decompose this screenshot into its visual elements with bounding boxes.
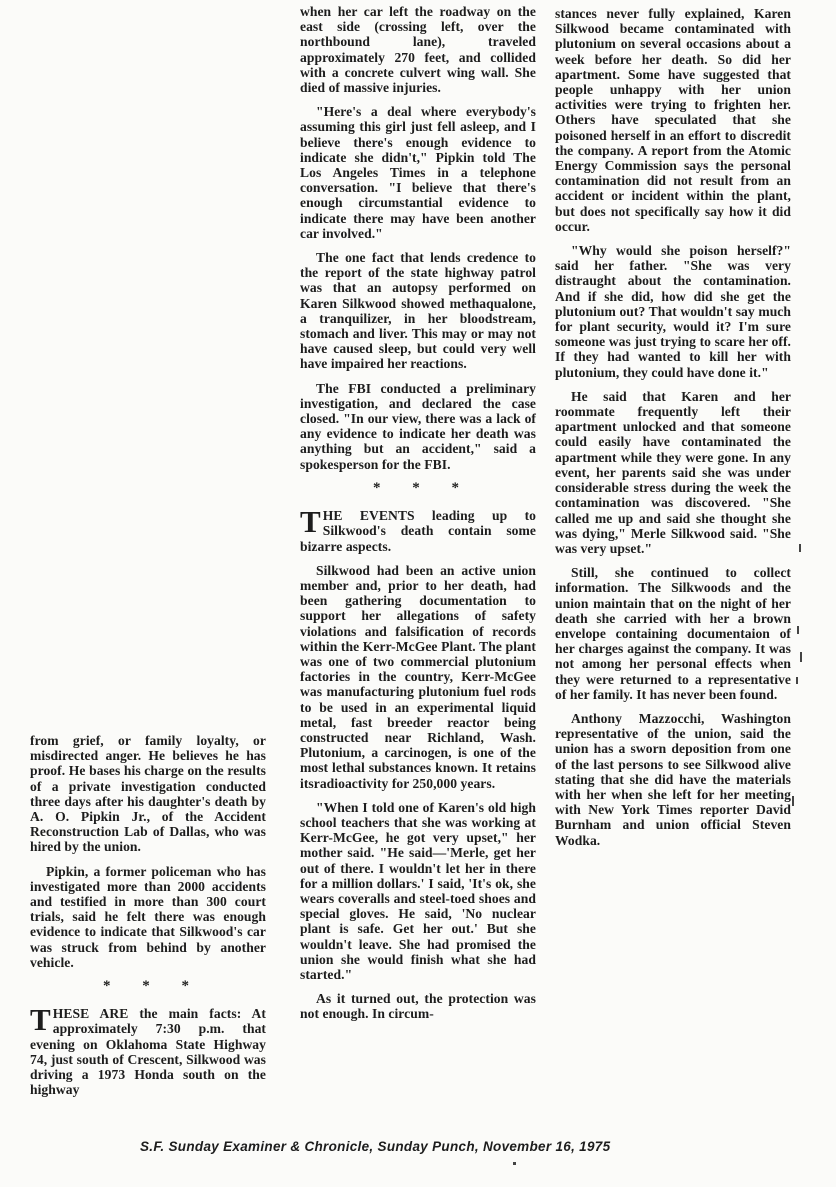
print-mark [800,652,802,662]
drop-cap: T [300,504,321,540]
source-credit: S.F. Sunday Examiner & Chronicle, Sunday Punch, November 16, 1975 [140,1139,611,1154]
paragraph: from grief, or family loyalty, or misdirected anger. He believes he has proof. He bases his charge on the results of a private investigation conducted three days after his daughter's death by A. O. Pipkin Jr., of the Accident Reconstruction Lab of Dallas, who was hired by the union. [30,733,266,855]
article-column-1 [30,733,266,1106]
article-column-2 [300,4,536,1031]
print-mark [796,677,798,684]
paragraph: He said that Karen and her roommate frequently left their apartment unlocked and that someone could easily have contaminated the apartment while they were gone. In any event, her parents said she was under considerable stress during the week the contamination was discovered. "She called me up and said she thought she was dying," Merle Silkwood said. "She was very upset." [555,388,791,556]
paragraph [300,504,536,554]
paragraph: "Why would she poison herself?" said her father. "She was very distraught about the contamination. And if she did, how did she get the plutonium out? That wouldn't say much for plant security, would it? I'm sure someone was just trying to scare her off. If they had wanted to kill her with plutonium, they could have done it." [555,243,791,380]
paragraph: stances never fully explained, Karen Silkwood became contaminated with plutonium on several occasions about a week before her death. So did her apartment. Some have suggested that people unhappy with her union activities were trying to frighten her. Others have speculated that she poisoned herself in an effort to discredit the company. A report from the Atomic Energy Commission says the personal contamination did not result from an accident or incident within the plant, but does not specifically say how it did occur. [555,6,791,234]
paragraph: "When I told one of Karen's old high school teachers that she was working at Kerr-McGee, he got very upset," her mother said. "He said—'Merle, get her out of there. I wouldn't let her in there for a million dollars.' I said, 'It's ok, she wears coveralls and steel-toed shoes and special gloves. He said, 'No nuclear plant is safe. Get her out.' But she wouldn't leave. She had promised the union she would finish what she had started." [300,799,536,982]
paragraph: Pipkin, a former policeman who has investigated more than 2000 accidents and testified in more than 300 court trials, said he felt there was enough evidence to indicate that Silkwood's car was struck from behind by another vehicle. [30,863,266,970]
paragraph: As it turned out, the protection was not enough. In circum- [300,991,536,1022]
print-mark [513,1162,516,1165]
paragraph: Still, she continued to collect information. The Silkwoods and the union maintain that on the night of her death she carried with her a brown envelope containing documentaion of her charges against the company. It was not among her personal effects when they were returned to a representative of her family. It has never been found. [555,565,791,702]
paragraph-text: HE EVENTS leading up to Silkwood's death contain some bizarre aspects. [300,508,536,554]
article-column-3 [555,6,791,857]
paragraph: The FBI conducted a preliminary investigation, and declared the case closed. "In our view, there was a lack of any evidence to indicate her death was anything but an accident," said a spokesperson for the FBI. [300,380,536,472]
section-separator: * * * [373,479,473,496]
paragraph: "Here's a deal where everybody's assuming this girl just fell asleep, and I believe there's enough evidence to indicate she didn't," Pipkin told The Los Angeles Times in a telephone conversation. "I believe that there's enough circumstantial evidence to indicate there may have been another car involved." [300,104,536,241]
paragraph: when her car left the roadway on the east side (crossing left, over the northbound lane), traveled approximately 270 feet, and collided with a concrete culvert wing wall. She died of massive injuries. [300,4,536,96]
paragraph: Silkwood had been an active union member and, prior to her death, had been gathering documentation to support her allegations of safety violations and falsification of records within the Kerr-McGee Plant. The plant was one of two commercial plutonium factories in the country, Kerr-McGee was manufacturing plutonium fuel rods to be used in an experimental liquid metal, fast breeder reactor being constructed near Richland, Wash. Plutonium, a carcinogen, is one of the most lethal substances known. It retains itsradioactivity for 250,000 years. [300,562,536,791]
print-mark [792,796,794,806]
paragraph-text: HESE ARE the main facts: At approximately 7:30 p.m. that evening on Oklahoma State Highway 74, just south of Crescent, Silkwood was driving a 1973 Honda south on the highway [30,1006,266,1098]
print-mark [797,626,799,634]
drop-cap: T [30,1002,51,1038]
paragraph: Anthony Mazzocchi, Washington representative of the union, said the union has a sworn deposition from one of the last persons to see Silkwood alive stating that she did have the materials with her when she left for her meeting with New York Times reporter David Burnham and union official Steven Wodka. [555,710,791,848]
section-separator: * * * [103,978,203,995]
paragraph: The one fact that lends credence to the report of the state highway patrol was that an autopsy performed on Karen Silkwood showed methaqualone, a tranquilizer, in her bloodstream, stomach and liver. This may or may not have caused sleep, but could very well have impaired her reactions. [300,250,536,372]
print-mark [799,544,801,552]
paragraph [30,1002,266,1098]
